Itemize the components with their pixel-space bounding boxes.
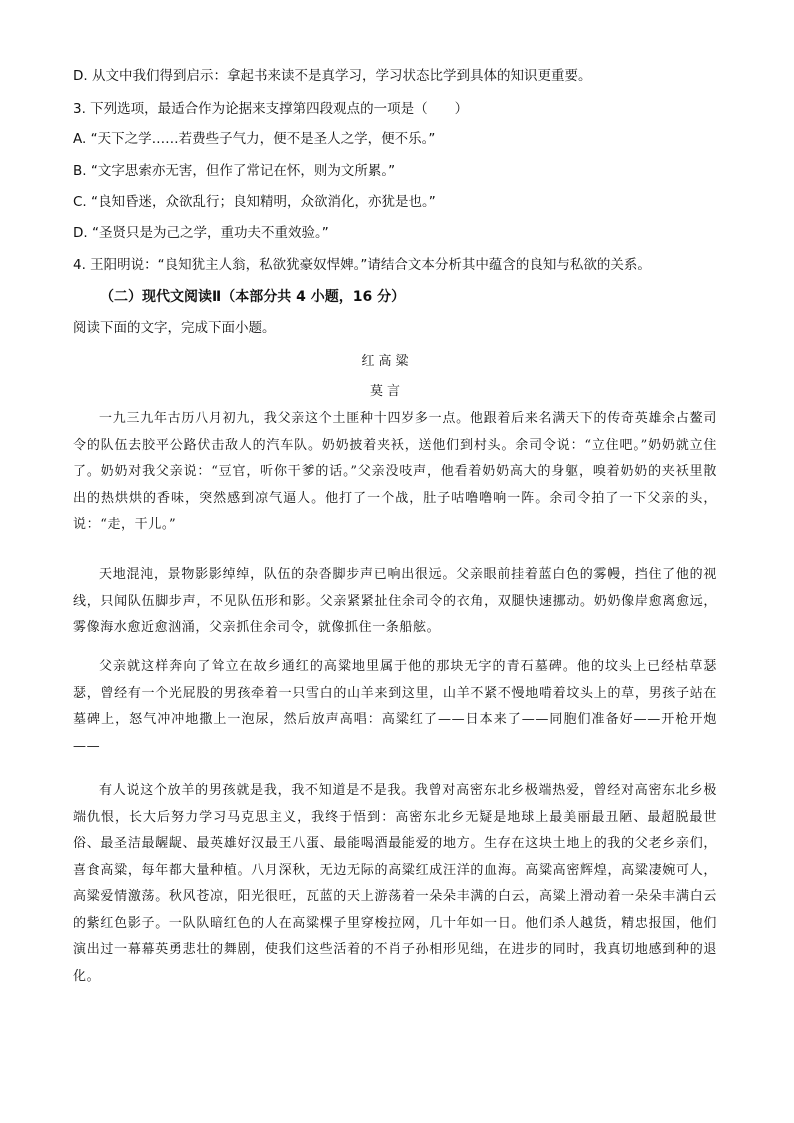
q2-option-d: D. 从文中我们得到启示：拿起书来读不是真学习，学习状态比学到具体的知识更重要。 [73,68,592,84]
article-paragraph-1: 一九三九年古历八月初九，我父亲这个土匪种十四岁多一点。他跟着后来名满天下的传奇英雄余占鳌司令的队伍去胶平公路伏击敌人的汽车队。奶奶披着夹袄，送他们到村头。余司令说：“立住吧。”奶奶就立住了。奶奶对我父亲说：“豆官，听你干爹的话。”父亲没吱声，他看着奶奶高大的身躯，嗅着奶奶的夹袄里散出的热烘烘的香味，突然感到凉气逼人。他打了一个战，肚子咕噜噜响一阵。余司令拍了一下父亲的头，说：“走，干儿。” [73,411,717,532]
q3-option-a: A. “天下之学……若费些子气力，便不是圣人之学，便不乐。” [73,131,436,147]
q4-stem: 4. 王阳明说：“良知犹主人翁，私欲犹豪奴悍婢。”请结合文本分析其中蕴含的良知与私欲的关系。 [73,257,651,273]
section-heading: （二）现代文阅读Ⅱ（本部分共 4 小题，16 分） [100,289,406,305]
q3-option-d: D. “圣贤只是为己之学，重功夫不重效验。” [73,225,329,241]
article-author: 莫言 [369,384,404,399]
q3-option-b: B. “文字思索亦无害，但作了常记在怀，则为文所累。” [73,163,396,179]
article-paragraph-3: 父亲就这样奔向了耸立在故乡通红的高粱地里属于他的那块无字的青石墓碑。他的坟头上已经枯草瑟瑟，曾经有一个光屁股的男孩牵着一只雪白的山羊来到这里，山羊不紧不慢地啃着坟头上的草，男孩子站在墓碑上，怒气冲冲地撒上一泡尿，然后放声高唱：高粱红了——日本来了——同胞们准备好——开枪开炮—— [73,659,717,754]
q3-stem: 3. 下列选项，最适合作为论据来支撑第四段观点的一项是（ ） [73,101,469,117]
article-paragraph-4: 有人说这个放羊的男孩就是我，我不知道是不是我。我曾对高密东北乡极端热爱，曾经对高密东北乡极端仇恨，长大后努力学习马克思主义，我终于悟到：高密东北乡无疑是地球上最美丽最丑陋、最超脱最世俗、最圣洁最龌龊、最英雄好汉最王八蛋、最能喝酒最能爱的地方。生存在这块土地上的我的父老乡亲们，喜食高粱，每年都大量种植。八月深秋，无边无际的高粱红成汪洋的血海。高粱高密辉煌，高粱凄婉可人，高粱爱情激荡。秋风苍凉，阳光很旺，瓦蓝的天上游荡着一朵朵丰满的白云，高粱上滑动着一朵朵丰满白云的紫红色影子。一队队暗红色的人在高粱棵子里穿梭拉网，几十年如一日。他们杀人越货，精忠报国，他们演出过一幕幕英勇悲壮的舞剧，使我们这些活着的不肖子孙相形见绌，在进步的同时，我真切地感到种的退化。 [73,783,717,984]
reading-instruction: 阅读下面的文字，完成下面小题。 [73,320,276,336]
q3-option-c: C. “良知昏迷，众欲乱行；良知精明，众欲消化，亦犹是也。” [73,194,436,210]
article-paragraph-2: 天地混沌，景物影影绰绰，队伍的杂沓脚步声已响出很远。父亲眼前挂着蓝白色的雾幔，挡住了他的视线，只闻队伍脚步声，不见队伍形和影。父亲紧紧扯住余司令的衣角，双腿快速挪动。奶奶像岸愈离愈远，雾像海水愈近愈汹涌，父亲抓住余司令，就像抓住一条船舷。 [73,567,717,635]
article-title: 红高粱 [361,354,413,369]
